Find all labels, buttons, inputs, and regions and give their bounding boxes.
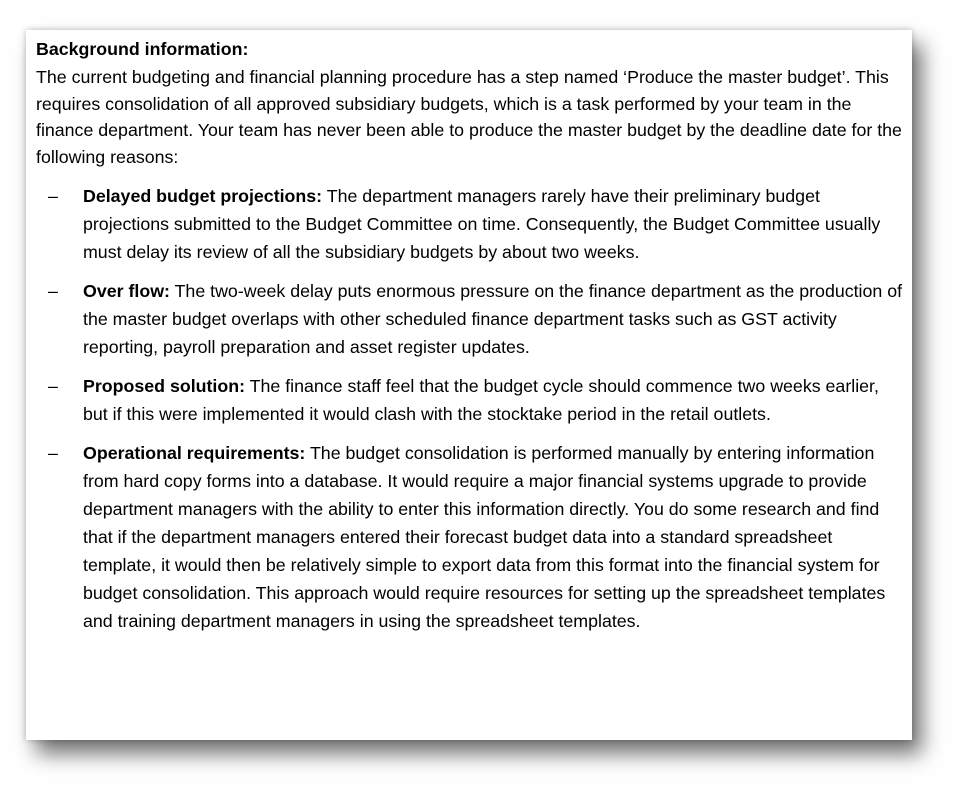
list-item [36, 372, 904, 428]
dash-bullet: – [48, 281, 58, 301]
dash-bullet: – [48, 186, 58, 206]
list-item [36, 277, 904, 361]
reason-text: The budget consolidation is performed manually by entering information from hard copy forms into a database. It would require a major financial systems upgrade to provide department managers with the ability to enter this information directly. You do some research and find that if the department managers entered their forecast budget data into a standard spreadsheet template, it would then be relatively simple to export data from this format into the financial system for budget consolidation. This approach would require resources for setting up the spreadsheet templates and training department managers in using the spreadsheet templates. [83, 443, 886, 631]
reason-text: The finance staff feel that the budget cycle should commence two weeks earlier, but if this were implemented it would clash with the stocktake period in the retail outlets. [83, 376, 879, 424]
intro-paragraph: The current budgeting and financial planning procedure has a step named ‘Produce the master budget’. This requires consolidation of all approved subsidiary budgets, which is a task performed by your team in the finance department. Your team has never been able to produce the master budget by the deadline date for the following reasons: [36, 67, 902, 167]
list-item [36, 439, 904, 635]
reason-term: Operational requirements: [83, 443, 306, 463]
dash-bullet: – [48, 443, 58, 463]
reasons-list [36, 182, 904, 635]
reason-term: Proposed solution: [83, 376, 246, 396]
reason-text: The department managers rarely have their preliminary budget projections submitted to the Budget Committee on time. Consequently, the Budget Committee usually must delay its review of all the subsidiary budgets by about two weeks. [83, 186, 881, 262]
reason-term: Over flow: [83, 281, 170, 301]
reason-term: Delayed budget projections: [83, 186, 323, 206]
document-card [26, 30, 912, 740]
section-heading: Background information: [36, 39, 249, 59]
dash-bullet: – [48, 376, 58, 396]
reason-text: The two-week delay puts enormous pressure on the finance department as the production of the master budget overlaps with other scheduled finance department tasks such as GST activity reporting, payroll preparation and asset register updates. [83, 281, 903, 357]
list-item [36, 182, 904, 266]
